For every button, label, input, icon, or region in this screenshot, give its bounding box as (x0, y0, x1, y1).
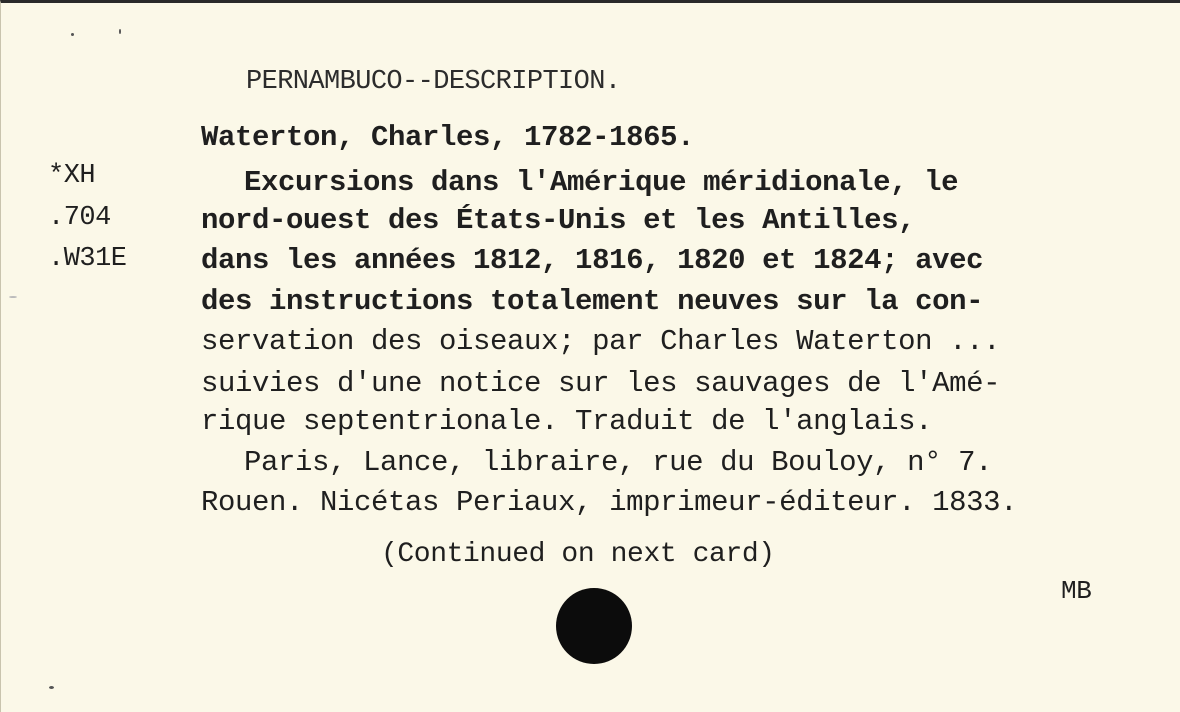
title-line-5: servation des oiseaux; par Charles Waterton ... (201, 325, 1001, 358)
imprint-line-2: Rouen. Nicétas Periaux, imprimeur-éditeur. 1833. (201, 486, 1018, 519)
continued-note: (Continued on next card) (381, 539, 775, 570)
call-number-line-2: .704 (48, 203, 111, 233)
title-line-7: rique septentrionale. Traduit de l'anglais. (201, 405, 933, 438)
title-line-3: dans les années 1812, 1816, 1820 et 1824; avec (201, 244, 984, 277)
speck (9, 296, 17, 298)
punch-hole (556, 588, 632, 664)
call-number-line-3: .W31E (48, 244, 127, 274)
title-line-2: nord-ouest des États-Unis et les Antilles, (201, 204, 916, 237)
library-code: MB (1061, 576, 1092, 606)
imprint-line-1: Paris, Lance, libraire, rue du Bouloy, n° 7. (244, 446, 993, 479)
call-number-line-1: *XH (48, 161, 96, 191)
title-line-4: des instructions totalement neuves sur la con- (201, 285, 984, 318)
subject-heading: PERNAMBUCO--DESCRIPTION. (246, 67, 621, 97)
title-line-6: suivies d'une notice sur les sauvages de l'Amé- (201, 367, 1001, 400)
author-line: Waterton, Charles, 1782-1865. (201, 121, 695, 154)
title-line-1: Excursions dans l'Amérique méridionale, le (244, 166, 959, 199)
speck (49, 686, 54, 689)
speck (119, 29, 121, 34)
speck (71, 33, 74, 36)
